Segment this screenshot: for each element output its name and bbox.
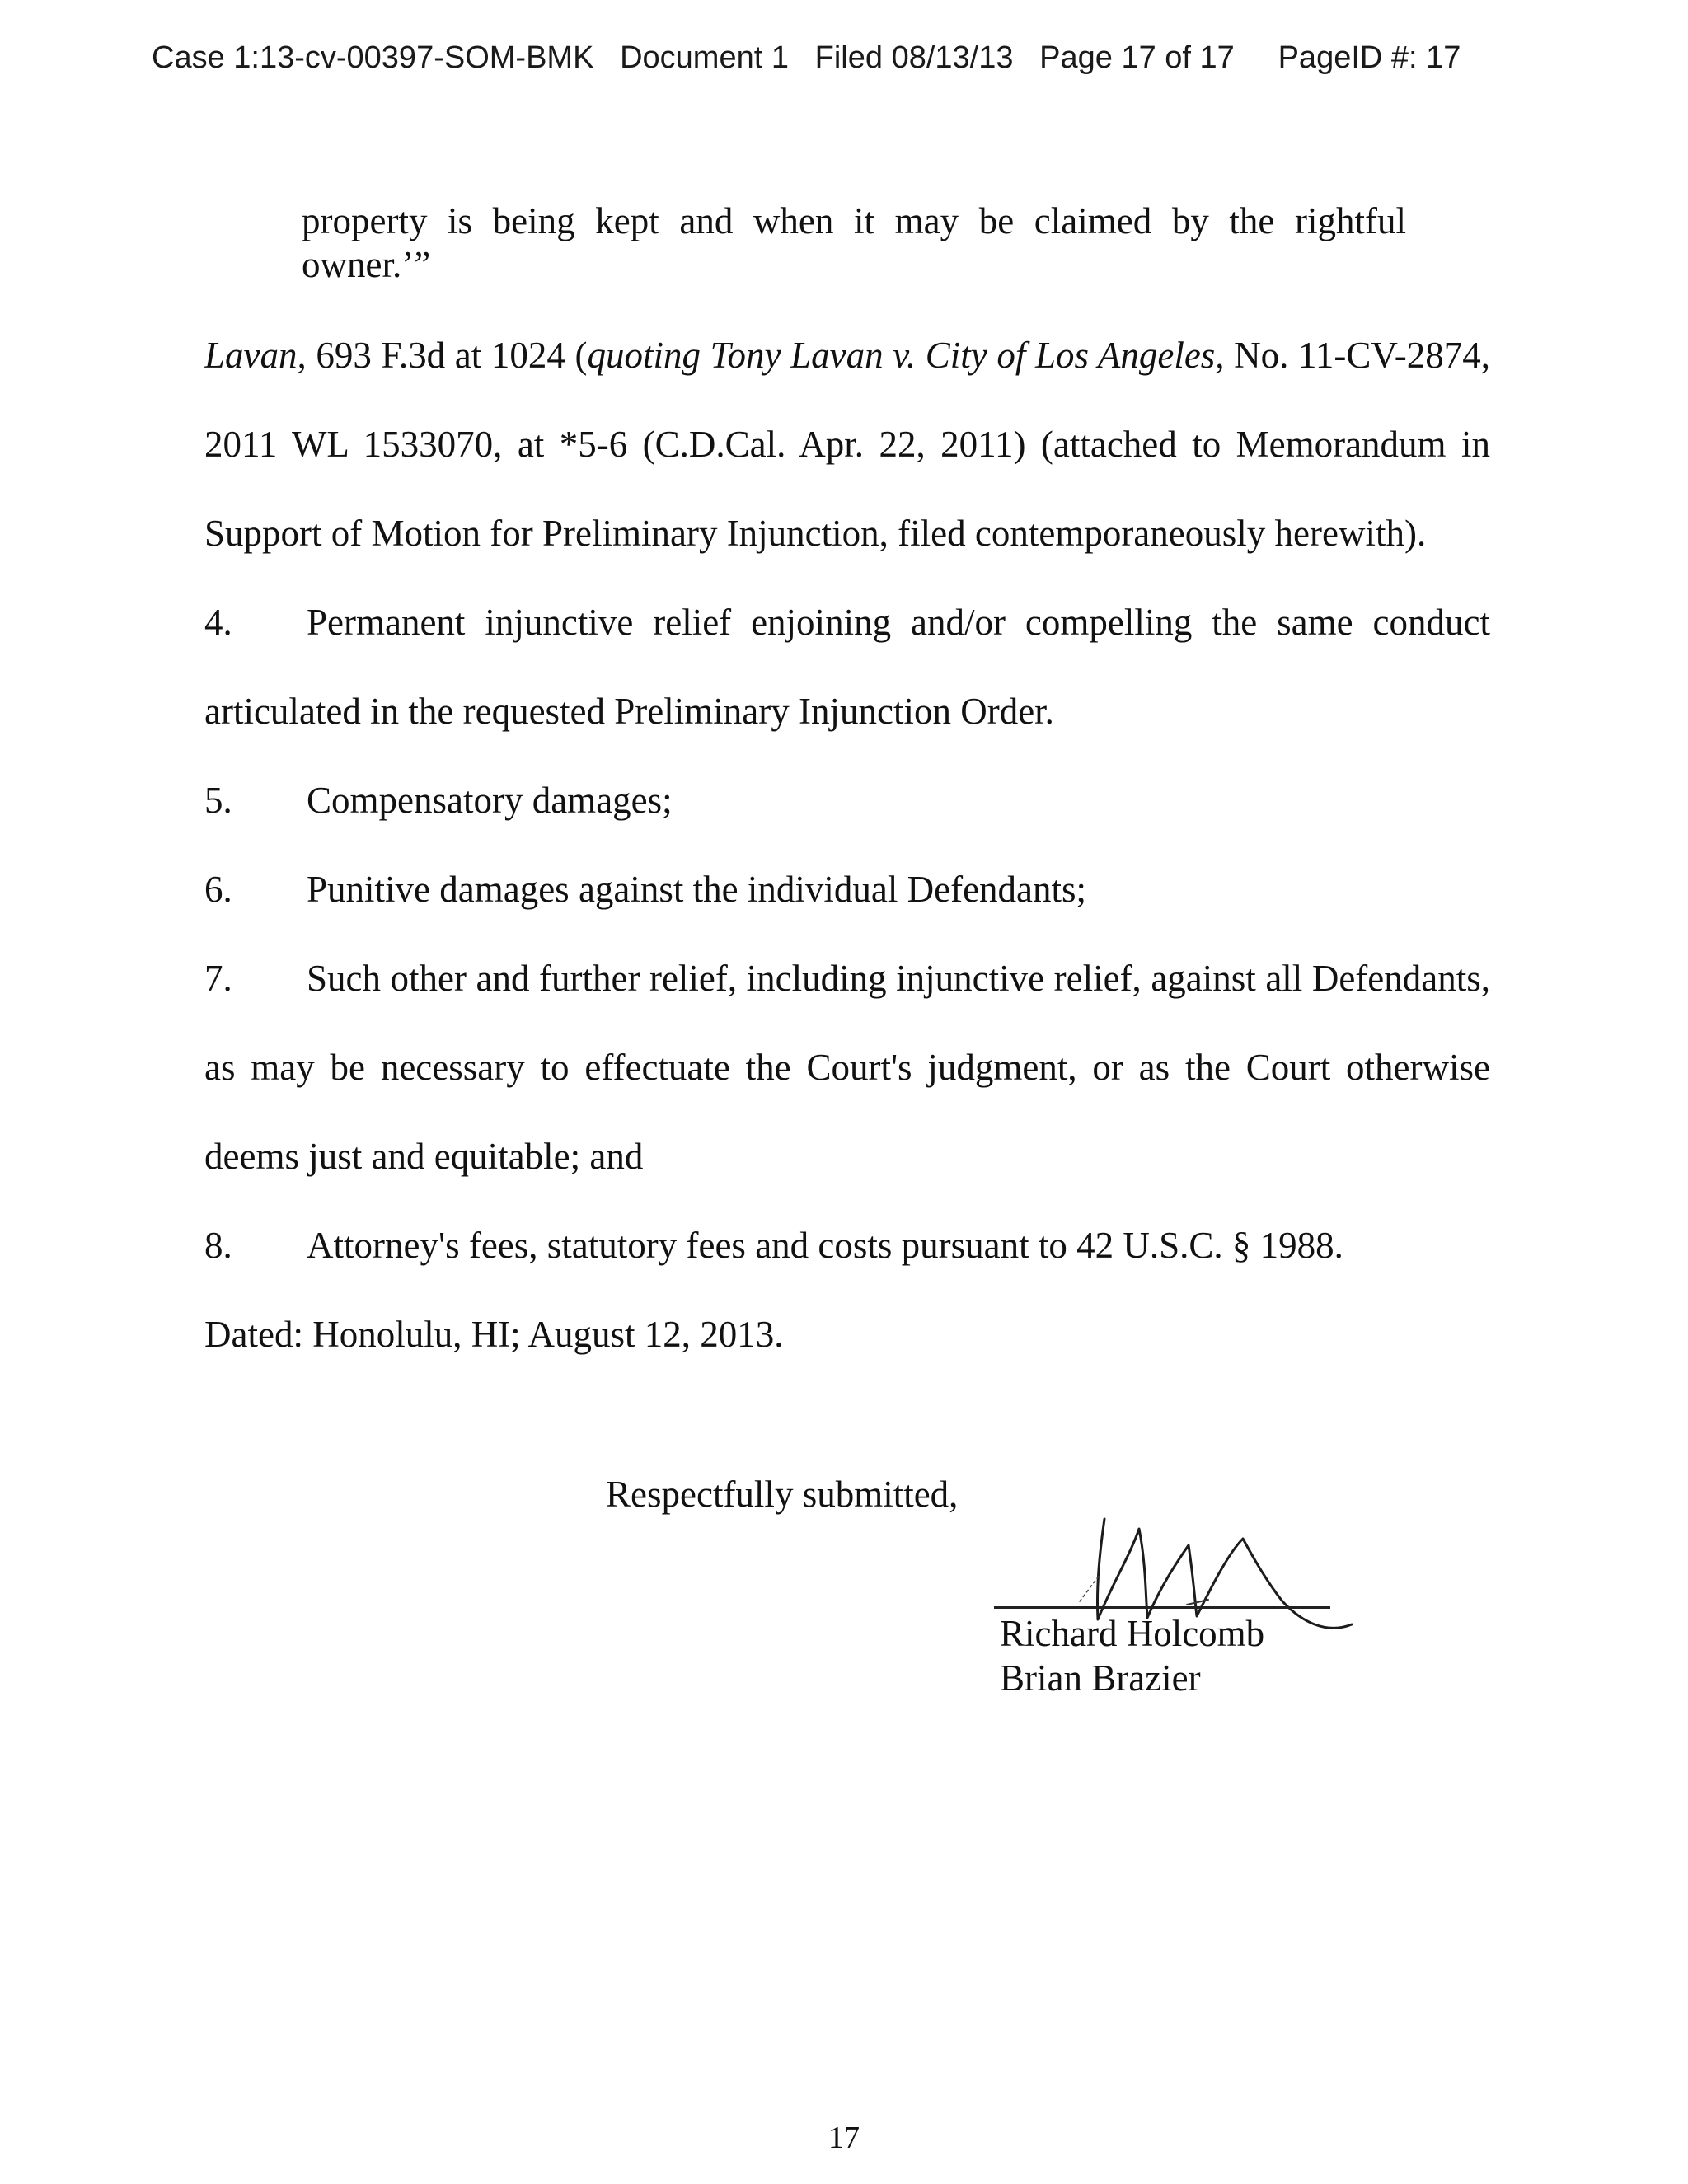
item-number: 5. xyxy=(204,780,232,821)
citation-details: No. 11-CV-2874, 2011 WL 1533070, at *5-6 (C.D.Cal. Apr. 22, 2011) (attached to Memorandum in Support of Motion for Preliminary Injunction, filed contemporaneously herewith). xyxy=(204,335,1490,554)
citation-case-name: Lavan, xyxy=(204,335,307,376)
item-number: 6. xyxy=(204,869,232,910)
dated-line: Dated: Honolulu, HI; August 12, 2013. xyxy=(204,1314,784,1355)
signatory-block xyxy=(1000,1611,1264,1700)
page-number: 17 xyxy=(828,2121,860,2155)
list-item xyxy=(204,578,1490,756)
signoff-text: Respectfully submitted, xyxy=(606,1474,959,1515)
case-header: Case 1:13-cv-00397-SOM-BMK Document 1 Filed 08/13/13 Page 17 of 17 PageID #: 17 xyxy=(152,40,1461,75)
signature-line xyxy=(994,1606,1330,1609)
item-number: 8. xyxy=(204,1225,232,1266)
list-item xyxy=(204,756,1490,845)
citation-quoting: quoting Tony Lavan v. City of Los Angeles, xyxy=(587,335,1225,376)
item-number: 7. xyxy=(204,958,232,999)
item-text: Compensatory damages; xyxy=(307,780,673,821)
item-number: 4. xyxy=(204,602,232,643)
list-item xyxy=(204,1201,1490,1290)
list-item xyxy=(204,845,1490,934)
item-text: Such other and further relief, including injunctive relief, against all Defendants, as may be necessary to effectuate the Court's judgment, or as the Court otherwise deems just and equitable; and xyxy=(204,958,1490,1177)
item-text: Permanent injunctive relief enjoining and/or compelling the same conduct articulated in the requested Preliminary Injunction Order. xyxy=(204,602,1490,732)
signatory-name: Richard Holcomb xyxy=(1000,1613,1265,1654)
block-quote: property is being kept and when it may be claimed by the rightful owner.’” xyxy=(302,200,1406,285)
item-text: Attorney's fees, statutory fees and costs pursuant to 42 U.S.C. § 1988. xyxy=(307,1225,1343,1266)
citation-paragraph xyxy=(204,311,1490,578)
document-body xyxy=(204,311,1490,1379)
signatory-name: Brian Brazier xyxy=(1000,1657,1201,1699)
item-text: Punitive damages against the individual Defendants; xyxy=(307,869,1087,910)
citation-reporter: 693 F.3d at 1024 ( xyxy=(306,335,588,376)
list-item xyxy=(204,934,1490,1201)
